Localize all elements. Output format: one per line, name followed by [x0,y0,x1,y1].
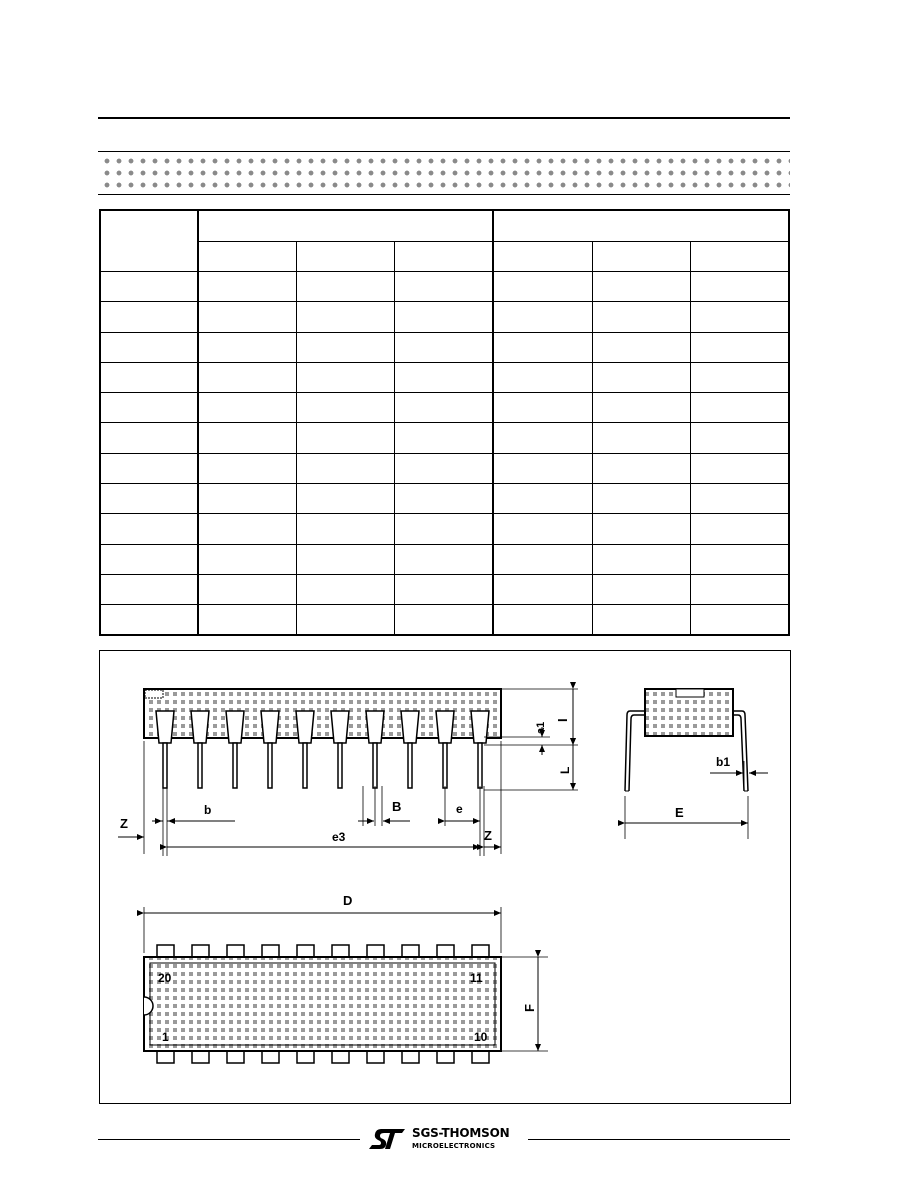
table-cell [395,302,493,332]
table-cell [100,332,198,362]
table-row [100,544,789,574]
pin-lead [373,743,377,788]
pin-lead [268,743,272,788]
table-cell [395,453,493,483]
pin-lead [198,743,202,788]
table-header-row-1 [100,210,789,241]
table-cell [592,362,690,392]
pin-shoulder [366,711,384,743]
table-cell [297,484,395,514]
table-cell [198,544,296,574]
pin-shoulder [191,711,209,743]
mm-group-header [198,210,493,241]
table-row [100,393,789,423]
table-cell [297,332,395,362]
table-cell [691,605,789,635]
table-cell [592,332,690,362]
inch-typ-header [592,241,690,271]
brand-name: SGS-THOMSON [412,1126,510,1140]
table-cell [493,362,592,392]
table-cell [592,544,690,574]
table-cell [198,484,296,514]
table-cell [493,453,592,483]
table-cell [198,423,296,453]
table-row [100,362,789,392]
pin-shoulder [261,711,279,743]
pin-shoulder [471,711,489,743]
table-cell [297,544,395,574]
table-cell [100,514,198,544]
mm-typ-header [297,241,395,271]
pin-label-10: 10 [474,1030,488,1044]
table-cell [493,302,592,332]
side-view [625,689,768,839]
package-outline-drawing [99,650,791,1104]
label-F: F [522,1004,537,1012]
table-header-row-2 [100,241,789,271]
dimension-table [99,209,790,636]
inch-max-header [691,241,789,271]
pin-label-1: 1 [162,1030,169,1044]
table-cell [198,453,296,483]
table-cell [691,453,789,483]
table-cell [493,605,592,635]
table-cell [198,393,296,423]
table-row [100,574,789,604]
footer-rule-left [98,1139,360,1140]
mm-max-header [395,241,493,271]
pin-shoulder [156,711,174,743]
top-view [144,893,548,1063]
table-cell [198,514,296,544]
table-cell [198,332,296,362]
front-view [118,689,578,856]
table-cell [395,544,493,574]
table-cell [691,544,789,574]
pin-lead [338,743,342,788]
table-cell [395,574,493,604]
table-cell [198,302,296,332]
label-E: E [675,805,684,820]
table-cell [493,332,592,362]
dim-header-cell [100,210,198,272]
table-cell [493,544,592,574]
label-a1: a1 [535,721,547,734]
table-cell [395,362,493,392]
table-cell [691,302,789,332]
table-cell [100,453,198,483]
brand-subtitle: MICROELECTRONICS [412,1142,496,1150]
label-e: e [456,802,463,816]
table-cell [592,423,690,453]
table-cell [198,362,296,392]
table-cell [297,272,395,302]
pin-lead [443,743,447,788]
table-cell [691,423,789,453]
inch-min-header [493,241,592,271]
table-cell [297,574,395,604]
table-cell [493,272,592,302]
table-cell [395,332,493,362]
table-cell [592,453,690,483]
table-row [100,272,789,302]
pin-lead [408,743,412,788]
table-row [100,423,789,453]
table-cell [691,514,789,544]
table-cell [592,514,690,544]
table-cell [100,393,198,423]
table-cell [592,484,690,514]
table-cell [198,272,296,302]
table-cell [395,423,493,453]
table-cell [592,302,690,332]
table-cell [691,484,789,514]
label-b1: b1 [716,755,731,769]
table-body [100,272,789,635]
table-cell [297,423,395,453]
label-D: D [343,893,353,908]
table-cell [691,332,789,362]
table-cell [297,605,395,635]
table-row [100,332,789,362]
pin-lead [233,743,237,788]
table-cell [297,453,395,483]
table-row [100,514,789,544]
section-title-band [98,151,790,195]
label-Z-right: Z [484,828,492,843]
table-cell [100,272,198,302]
table-cell [691,393,789,423]
label-L: L [558,766,572,774]
pin-lead [303,743,307,788]
table-cell [100,574,198,604]
table-cell [691,574,789,604]
table-cell [395,514,493,544]
table-cell [297,393,395,423]
pin-label-20: 20 [158,971,172,985]
table-cell [297,302,395,332]
table-cell [691,272,789,302]
table-cell [395,605,493,635]
pin-shoulder [401,711,419,743]
inch-group-header [493,210,789,241]
top-body [144,957,501,1051]
pin-shoulder [226,711,244,743]
footer-rule-right [528,1139,790,1140]
table-cell [592,272,690,302]
pin-shoulder [331,711,349,743]
pin-label-11: 11 [470,971,483,985]
table-cell [395,272,493,302]
table-cell [493,484,592,514]
label-b: b [204,803,212,817]
table-cell [100,302,198,332]
label-e3: e3 [332,830,346,844]
table-cell [198,605,296,635]
table-cell [100,605,198,635]
table-cell [100,423,198,453]
table-cell [100,544,198,574]
pin-lead [478,743,482,788]
table-cell [691,362,789,392]
table-row [100,302,789,332]
table-cell [592,574,690,604]
table-cell [493,423,592,453]
pin-shoulder [296,711,314,743]
table-cell [100,362,198,392]
pin-shoulder [436,711,454,743]
table-row [100,605,789,635]
table-cell [297,362,395,392]
table-row [100,484,789,514]
mm-min-header [198,241,296,271]
st-logo-icon [368,1128,406,1150]
label-I: I [555,718,570,722]
company-logo [368,1126,524,1154]
label-Z-left: Z [120,816,128,831]
table-cell [493,514,592,544]
table-cell [100,484,198,514]
table-cell [198,574,296,604]
table-cell [395,393,493,423]
table-cell [395,484,493,514]
table-cell [297,514,395,544]
side-notch [676,689,704,697]
table-cell [592,605,690,635]
table-cell [592,393,690,423]
header-rule [98,117,790,119]
table-cell [493,393,592,423]
label-B: B [392,799,402,814]
outline-svg [100,651,790,1103]
table-row [100,453,789,483]
table-cell [493,574,592,604]
pin-lead [163,743,167,788]
pin1-mark [145,690,163,698]
